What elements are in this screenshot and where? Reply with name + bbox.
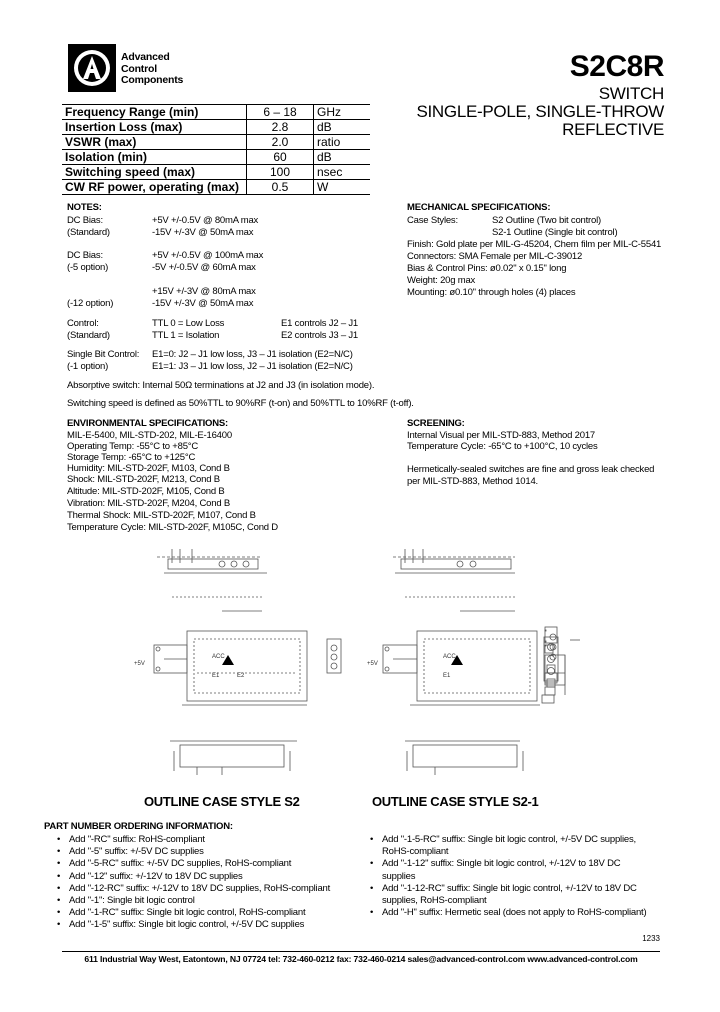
note-label: (-1 option) [67, 361, 109, 372]
company-name: Advanced Control Components [121, 51, 184, 86]
spec-unit: ratio [314, 135, 371, 150]
list-item: • Add "-12" suffix: +/-12V to 18V DC supplies [57, 871, 330, 883]
screening-line: per MIL-STD-883, Method 1014. [407, 476, 538, 487]
list-item: • Add "-RC" suffix: RoHS-compliant [57, 834, 330, 846]
spec-unit: nsec [314, 165, 371, 180]
env-line: Vibration: MIL-STD-202F, M204, Cond B [67, 498, 230, 509]
mech-case-label: Case Styles: [407, 215, 458, 226]
subtitle-type: SINGLE-POLE, SINGLE-THROW [416, 102, 664, 121]
pin-label: +5V [367, 661, 378, 667]
table-row [62, 180, 370, 195]
subtitle-mode: REFLECTIVE [562, 120, 664, 139]
note-label: Control: [67, 318, 99, 329]
ordering-list-left [57, 834, 330, 932]
subtitle-switch: SWITCH [598, 84, 664, 103]
spec-param: VSWR (max) [62, 135, 247, 150]
spec-value: 2.8 [247, 120, 314, 135]
note-label: (Standard) [67, 330, 110, 341]
env-line: Storage Temp: -65°C to +125°C [67, 452, 196, 463]
mech-weight: Weight: 20g max [407, 275, 476, 286]
spec-value: 0.5 [247, 180, 314, 195]
note-label: DC Bias: [67, 250, 103, 261]
outline-caption-s2-1: OUTLINE CASE STYLE S2-1 [372, 794, 539, 809]
list-item: • Add "-H" suffix: Hermetic seal (does not apply to RoHS-compliant) [370, 907, 672, 919]
spec-unit: dB [314, 150, 371, 165]
mech-finish: Finish: Gold plate per MIL-G-45204, Chem film per MIL-C-5541 [407, 239, 662, 250]
outline-drawing-s2-1 [365, 545, 665, 793]
list-item: • Add "-1-5" suffix: Single bit logic control, +/-5V DC supplies [57, 919, 330, 931]
screening-line: Temperature Cycle: -65°C to +100°C, 10 cycles [407, 441, 598, 452]
footer-divider [62, 951, 660, 952]
mechanical-heading: MECHANICAL SPECIFICATIONS: [407, 202, 551, 213]
spec-param: CW RF power, operating (max) [62, 180, 247, 195]
spec-value: 60 [247, 150, 314, 165]
note-value: -15V +/-3V @ 50mA max [152, 227, 254, 238]
spec-table [62, 104, 370, 195]
spec-unit: W [314, 180, 371, 195]
spec-param: Switching speed (max) [62, 165, 247, 180]
table-row [62, 150, 370, 165]
note-label: DC Bias: [67, 215, 103, 226]
list-item: • Add "-5" suffix: +/-5V DC supplies [57, 846, 330, 858]
pin-label: E1 [443, 673, 451, 679]
list-item: • Add "-1-5-RC" suffix: Single bit logic control, +/-5V DC supplies, RoHS-compliant [370, 834, 652, 858]
note-label: (Standard) [67, 227, 110, 238]
mech-mounting: Mounting: ø0.10" through holes (4) places [407, 287, 576, 298]
table-row [62, 135, 370, 150]
env-line: Thermal Shock: MIL-STD-202F, M107, Cond B [67, 510, 256, 521]
env-line: Altitude: MIL-STD-202F, M105, Cond B [67, 486, 225, 497]
environmental-heading: ENVIRONMENTAL SPECIFICATIONS: [67, 418, 228, 429]
note-text: Switching speed is defined as 50%TTL to 90%RF (t-on) and 50%TTL to 10%RF (t-off). [67, 398, 414, 409]
table-row [62, 105, 370, 120]
spec-unit: dB [314, 120, 371, 135]
spec-param: Isolation (min) [62, 150, 247, 165]
note-value: TTL 1 = Isolation [152, 330, 220, 341]
page-code: 1233 [642, 934, 660, 943]
notes-heading: NOTES: [67, 202, 102, 213]
note-label: (-12 option) [67, 298, 114, 309]
mech-case-1: S2 Outline (Two bit control) [492, 215, 601, 226]
footer-contact: 611 Industrial Way West, Eatontown, NJ 07724 tel: 732-460-0212 fax: 732-460-0214 sales@advanced-control.com www.advanced-control.com [84, 954, 638, 964]
note-value: +5V +/-0.5V @ 100mA max [152, 250, 264, 261]
pin-label: ACC [212, 654, 225, 660]
spec-value: 100 [247, 165, 314, 180]
screening-line: Internal Visual per MIL-STD-883, Method 2017 [407, 430, 595, 441]
note-label: (-5 option) [67, 262, 109, 273]
env-line: Operating Temp: -55°C to +85°C [67, 441, 199, 452]
pin-label: +5V [134, 661, 145, 667]
env-line: Humidity: MIL-STD-202F, M103, Cond B [67, 463, 230, 474]
part-number-title: S2C8R [569, 50, 664, 83]
note-value: -15V +/-3V @ 50mA max [152, 298, 254, 309]
note-value: +15V +/-3V @ 80mA max [152, 286, 256, 297]
mech-case-2: S2-1 Outline (Single bit control) [492, 227, 618, 238]
note-value: E2 controls J3 – J1 [281, 330, 358, 341]
company-logo [68, 44, 116, 92]
spec-param: Insertion Loss (max) [62, 120, 247, 135]
ordering-list-right [370, 834, 670, 919]
note-label: Single Bit Control: [67, 349, 140, 360]
pin-label: E2 [237, 673, 245, 679]
ordering-heading: PART NUMBER ORDERING INFORMATION: [44, 821, 233, 832]
spec-value: 6 – 18 [247, 105, 314, 120]
spec-unit: GHz [314, 105, 371, 120]
mech-connectors: Connectors: SMA Female per MIL-C-39012 [407, 251, 583, 262]
list-item: • Add "-1-12" suffix: Single bit logic control, +/-12V to 18V DC supplies [370, 858, 652, 882]
table-row [62, 165, 370, 180]
note-text: Absorptive switch: Internal 50Ω terminations at J2 and J3 (in isolation mode). [67, 380, 375, 391]
screening-line: Hermetically-sealed switches are fine and gross leak checked [407, 464, 655, 475]
env-line: Temperature Cycle: MIL-STD-202F, M105C, Cond D [67, 522, 278, 533]
list-item: • Add "-1-RC" suffix: Single bit logic control, RoHS-compliant [57, 907, 330, 919]
env-line: Shock: MIL-STD-202F, M213, Cond B [67, 474, 220, 485]
outline-caption-s2: OUTLINE CASE STYLE S2 [144, 794, 300, 809]
note-value: -5V +/-0.5V @ 60mA max [152, 262, 256, 273]
note-value: E1 controls J2 – J1 [281, 318, 358, 329]
note-value: +5V +/-0.5V @ 80mA max [152, 215, 259, 226]
outline-drawing-s2 [62, 545, 352, 793]
spec-param: Frequency Range (min) [62, 105, 247, 120]
screening-heading: SCREENING: [407, 418, 465, 429]
pin-label: ACC [443, 654, 456, 660]
list-item: • Add "-1": Single bit logic control [57, 895, 330, 907]
pin-label: E1 [212, 673, 220, 679]
list-item: • Add "-12-RC" suffix: +/-12V to 18V DC supplies, RoHS-compliant [57, 883, 330, 895]
env-line: MIL-E-5400, MIL-STD-202, MIL-E-16400 [67, 430, 232, 441]
connector-icon [540, 635, 564, 685]
note-value: TTL 0 = Low Loss [152, 318, 225, 329]
mech-pins: Bias & Control Pins: ø0.02" x 0.15" long [407, 263, 567, 274]
list-item: • Add "-5-RC" suffix: +/-5V DC supplies, RoHS-compliant [57, 858, 330, 870]
note-value: E1=0: J2 – J1 low loss, J3 – J1 isolation (E2=N/C) [152, 349, 353, 360]
list-item: • Add "-1-12-RC" suffix: Single bit logic control, +/-12V to 18V DC supplies, RoHS-compliant [370, 883, 652, 907]
table-row [62, 120, 370, 135]
spec-value: 2.0 [247, 135, 314, 150]
note-value: E1=1: J3 – J1 low loss, J2 – J1 isolation (E2=N/C) [152, 361, 353, 372]
